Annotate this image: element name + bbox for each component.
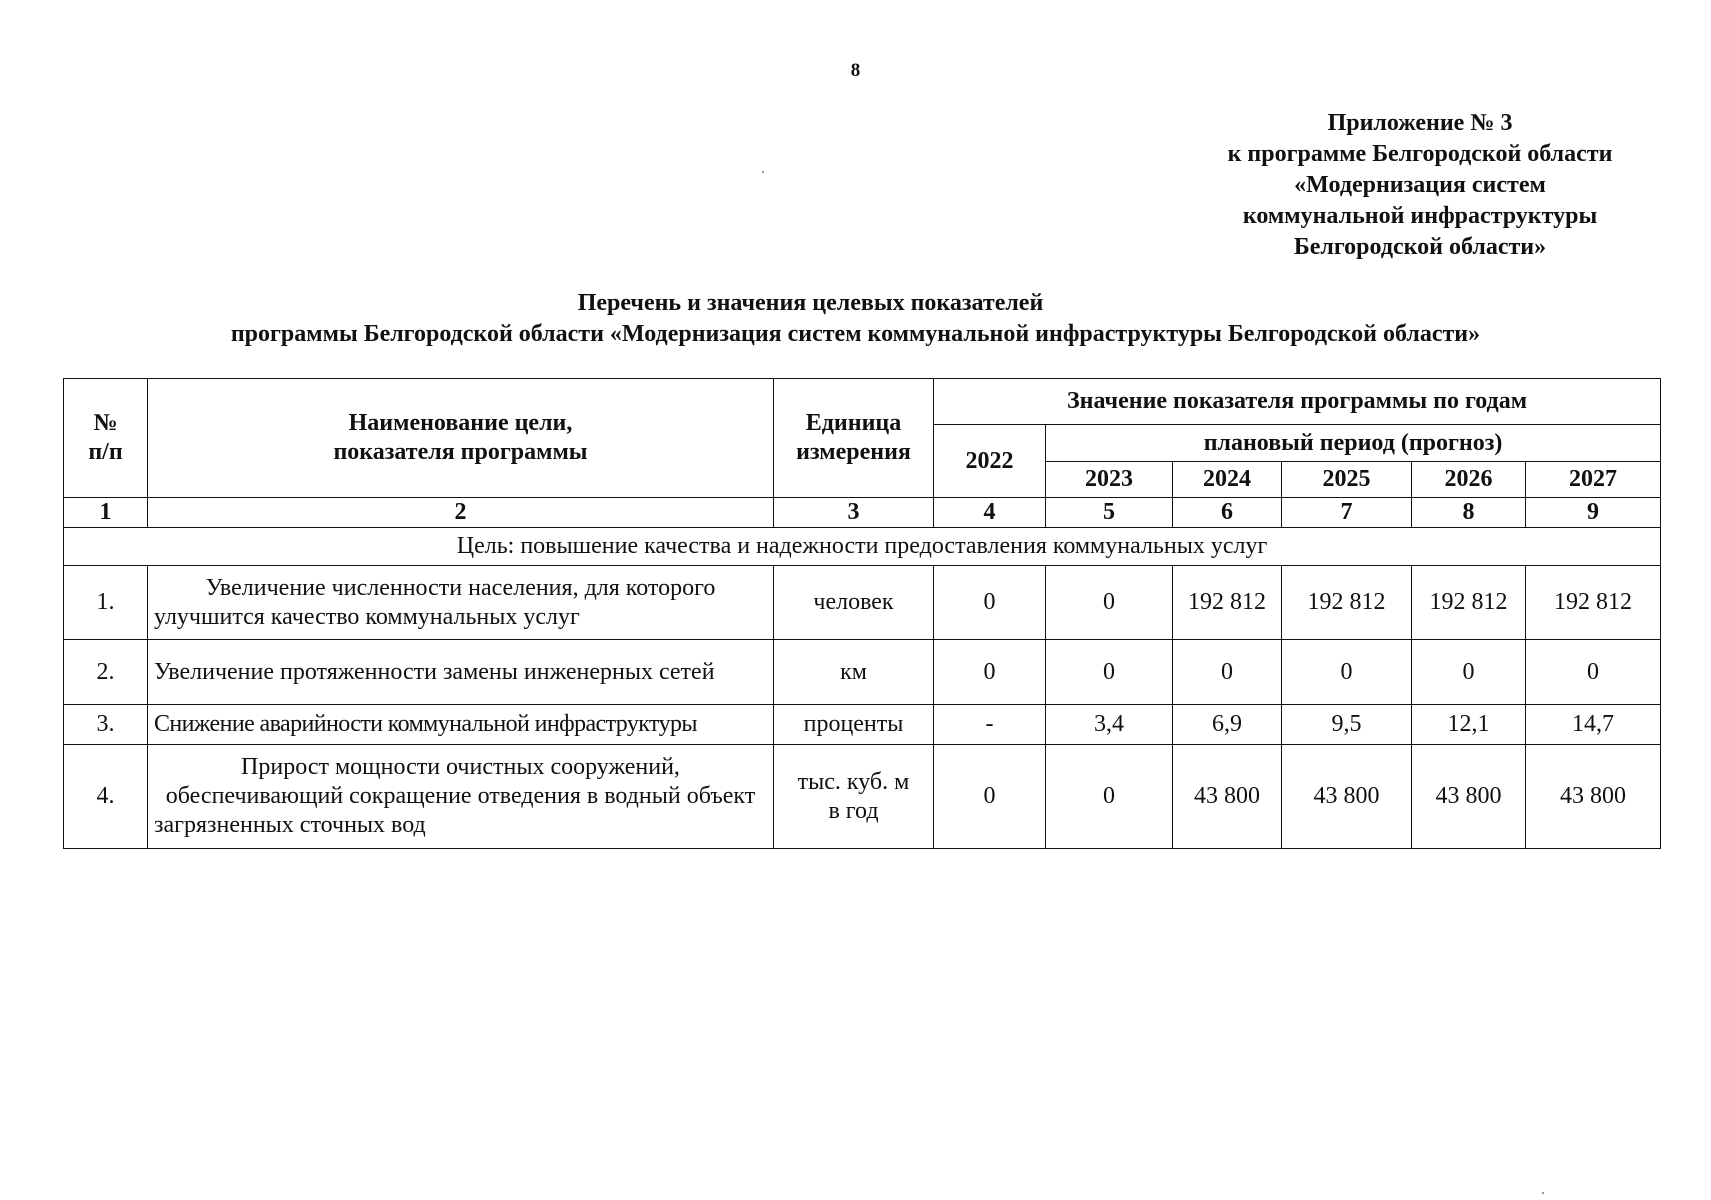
- indicator-name: Прирост мощности очистных сооружений, обеспечивающий сокращение отведения в водный объект загрязненных сточных вод: [148, 745, 774, 849]
- column-number: 5: [1046, 498, 1173, 528]
- header-unit: [774, 379, 934, 498]
- indicator-name: Увеличение численности населения, для которого улучшится качество коммунальных услуг: [148, 566, 774, 640]
- value-cell: 43 800: [1412, 745, 1526, 849]
- value-cell: 0: [1526, 640, 1661, 705]
- header-plan-period: плановый период (прогноз): [1046, 425, 1661, 462]
- column-number: 6: [1173, 498, 1282, 528]
- value-cell: 0: [1046, 640, 1173, 705]
- row-number: 2.: [64, 640, 148, 705]
- value-cell: 0: [1412, 640, 1526, 705]
- value-cell: 0: [1173, 640, 1282, 705]
- value-cell: -: [934, 705, 1046, 745]
- header-num: [64, 379, 148, 498]
- value-cell: 43 800: [1282, 745, 1412, 849]
- column-number-row: [64, 498, 1661, 528]
- column-number: 1: [64, 498, 148, 528]
- column-number: 9: [1526, 498, 1661, 528]
- page-number: 8: [850, 60, 861, 81]
- header-name: [148, 379, 774, 498]
- document-title: [0, 288, 1711, 350]
- indicator-name: Снижение аварийности коммунальной инфраструктуры: [148, 705, 774, 745]
- value-cell: 0: [934, 566, 1046, 640]
- table-row: [64, 566, 1661, 640]
- header-num-line: №: [93, 410, 118, 436]
- value-cell: 192 812: [1412, 566, 1526, 640]
- value-cell: 43 800: [1173, 745, 1282, 849]
- header-year: 2026: [1412, 462, 1526, 498]
- column-number: 7: [1282, 498, 1412, 528]
- indicator-unit: человек: [774, 566, 934, 640]
- header-unit-line: Единица: [805, 410, 902, 436]
- value-cell: 43 800: [1526, 745, 1661, 849]
- table-row: [64, 745, 1661, 849]
- appendix-line: коммунальной инфраструктуры: [1242, 203, 1598, 229]
- appendix-line: Белгородской области»: [1293, 234, 1547, 260]
- header-year: 2024: [1173, 462, 1282, 498]
- unit-line: тыс. куб. м: [797, 768, 910, 795]
- scan-speck: [762, 171, 764, 173]
- value-cell: 6,9: [1173, 705, 1282, 745]
- table-row: [64, 705, 1661, 745]
- header-name-line: показателя программы: [333, 439, 588, 465]
- column-number: 4: [934, 498, 1046, 528]
- value-cell: 0: [1046, 566, 1173, 640]
- goal-text: Цель: повышение качества и надежности предоставления коммунальных услуг: [64, 528, 1661, 566]
- title-line: Перечень и значения целевых показателей: [577, 290, 1044, 316]
- value-cell: 12,1: [1412, 705, 1526, 745]
- header-row: [64, 379, 1661, 425]
- value-cell: 0: [1046, 745, 1173, 849]
- value-cell: 14,7: [1526, 705, 1661, 745]
- header-base-year: 2022: [934, 425, 1046, 498]
- indicator-unit: проценты: [774, 705, 934, 745]
- column-number: 8: [1412, 498, 1526, 528]
- value-cell: 192 812: [1282, 566, 1412, 640]
- scan-speck: [1542, 1192, 1544, 1194]
- indicator-name: Увеличение протяженности замены инженерных сетей: [148, 640, 774, 705]
- table-row: [64, 640, 1661, 705]
- indicator-unit: [774, 745, 934, 849]
- header-year: 2023: [1046, 462, 1173, 498]
- column-number: 3: [774, 498, 934, 528]
- indicator-unit: км: [774, 640, 934, 705]
- goal-row: [64, 528, 1661, 566]
- value-cell: 192 812: [1173, 566, 1282, 640]
- header-values-group: Значение показателя программы по годам: [934, 379, 1661, 425]
- appendix-line: «Модернизация систем: [1294, 172, 1546, 198]
- header-name-line: Наименование цели,: [348, 410, 573, 436]
- value-cell: 0: [934, 640, 1046, 705]
- header-year: 2027: [1526, 462, 1661, 498]
- value-cell: 0: [1282, 640, 1412, 705]
- row-number: 3.: [64, 705, 148, 745]
- header-num-line: п/п: [88, 439, 123, 465]
- row-number: 1.: [64, 566, 148, 640]
- header-unit-line: измерения: [796, 439, 911, 465]
- value-cell: 3,4: [1046, 705, 1173, 745]
- column-number: 2: [148, 498, 774, 528]
- row-number: 4.: [64, 745, 148, 849]
- header-year: 2025: [1282, 462, 1412, 498]
- appendix-line: к программе Белгородской области: [1227, 141, 1613, 167]
- value-cell: 0: [934, 745, 1046, 849]
- value-cell: 192 812: [1526, 566, 1661, 640]
- indicators-table: [63, 378, 1661, 849]
- appendix-heading: [1160, 108, 1680, 263]
- appendix-line: Приложение № 3: [1327, 110, 1513, 136]
- title-line: программы Белгородской области «Модернизация систем коммунальной инфраструктуры Белгородской области»: [230, 321, 1481, 347]
- value-cell: 9,5: [1282, 705, 1412, 745]
- unit-line: в год: [828, 797, 879, 824]
